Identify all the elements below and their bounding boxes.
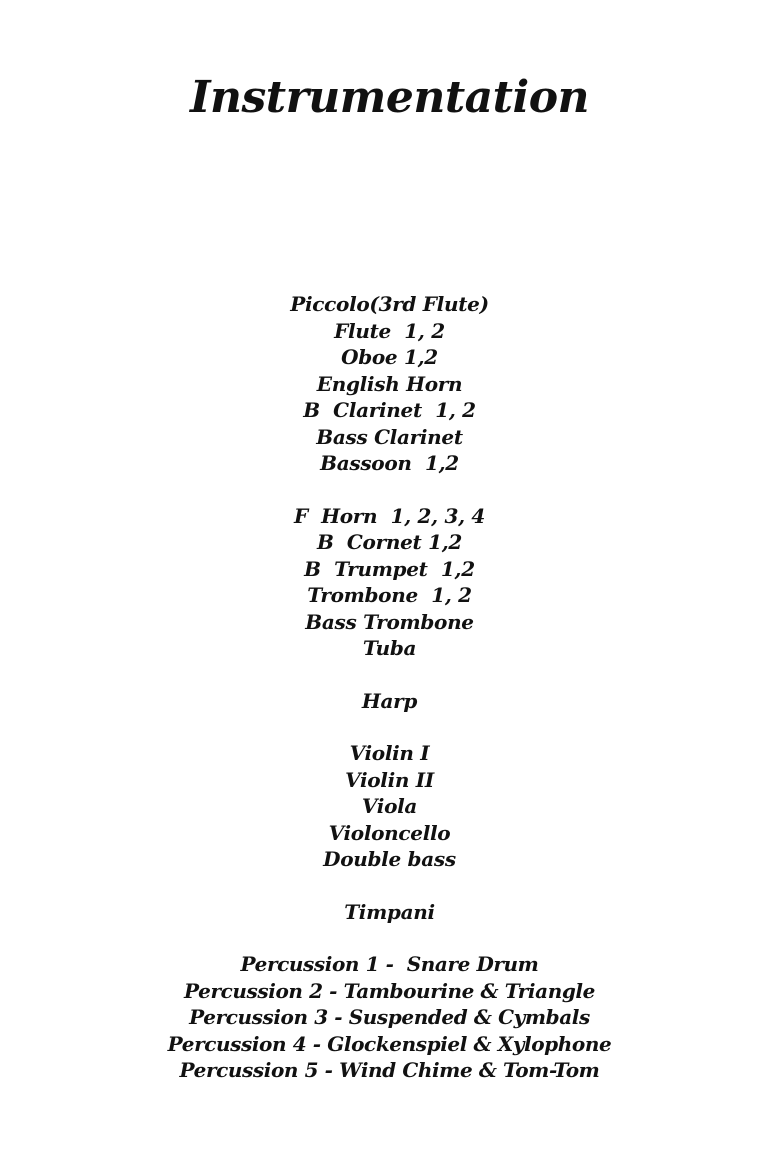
instrument-harp: Harp bbox=[361, 688, 418, 713]
instrument-flute: Flute 1, 2 bbox=[334, 318, 445, 343]
instrument-clarinet: B Clarinet 1, 2 bbox=[303, 398, 476, 422]
instrument-violin-1: Violin I bbox=[349, 741, 430, 765]
instrument-percussion-4: Percussion 4 - Glockenspiel & Xylophone bbox=[167, 1031, 612, 1056]
instrument-trombone: Trombone 1, 2 bbox=[307, 583, 472, 607]
instrument-percussion-1: Percussion 1 - Snare Drum bbox=[240, 952, 539, 976]
instrument-percussion-3: Percussion 3 - Suspended & Cymbals bbox=[189, 1005, 590, 1029]
brass-group bbox=[0, 503, 779, 662]
instrument-bass-trombone: Bass Trombone bbox=[305, 609, 474, 634]
instrument-oboe: Oboe 1,2 bbox=[341, 345, 438, 369]
instrument-violin-2: Violin II bbox=[345, 767, 434, 792]
instrument-bassoon: Bassoon 1,2 bbox=[320, 451, 459, 475]
page-title: Instrumentation bbox=[189, 72, 590, 123]
instrument-horn: F Horn 1, 2, 3, 4 bbox=[293, 503, 486, 528]
percussion-group bbox=[0, 951, 779, 1084]
instrument-percussion-5: Percussion 5 - Wind Chime & Tom-Tom bbox=[179, 1058, 600, 1082]
strings-group bbox=[0, 740, 779, 873]
instrument-english-horn: English Horn bbox=[316, 371, 463, 396]
instrument-list bbox=[0, 291, 779, 1110]
woodwinds-group bbox=[0, 291, 779, 477]
instrument-violoncello: Violoncello bbox=[328, 820, 451, 845]
instrument-piccolo: Piccolo(3rd Flute) bbox=[290, 292, 489, 316]
harp-group bbox=[0, 688, 779, 715]
instrument-bass-clarinet: Bass Clarinet bbox=[316, 424, 463, 449]
instrument-percussion-2: Percussion 2 - Tambourine & Triangle bbox=[184, 978, 595, 1003]
instrument-cornet: B Cornet 1,2 bbox=[317, 530, 462, 554]
instrument-timpani: Timpani bbox=[344, 899, 435, 924]
instrument-tuba: Tuba bbox=[362, 636, 417, 660]
instrument-trumpet: B Trumpet 1,2 bbox=[304, 556, 475, 581]
instrument-viola: Viola bbox=[361, 794, 418, 818]
timpani-group bbox=[0, 899, 779, 926]
instrument-double-bass: Double bass bbox=[323, 847, 456, 871]
